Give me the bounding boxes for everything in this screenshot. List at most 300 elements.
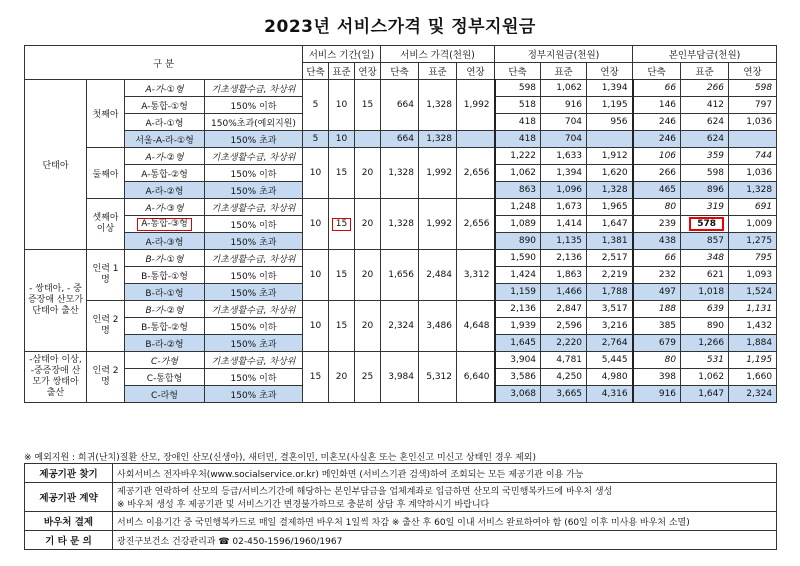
self-pay-cell [681,335,729,352]
type-code [125,233,205,250]
self-pay-cell [633,267,681,284]
info-line: ※ 바우처 생성 후 제공기관 및 서비스기간 변경불가하므로 충분히 상담 후 계약하시기 바랍니다 [117,500,490,510]
price-cell: 5,312 [419,352,457,403]
period-cell [303,148,329,199]
self-pay-value: 1,660 [746,372,773,382]
group-infant1: 인력 1명 [87,250,125,301]
self-pay-value: 359 [706,151,725,161]
column-header: 서비스 가격(천원) [381,46,495,63]
self-pay-value: 857 [706,236,725,246]
info-label: 바우처 결제 [25,512,113,531]
period-value: 20 [361,270,374,280]
self-pay-cell [729,386,777,403]
table-row [25,80,777,97]
column-header: 표준 [681,63,729,80]
self-pay-cell [681,216,729,233]
price-cell: 664 [381,131,419,148]
info-label: 기 타 문 의 [25,531,113,550]
self-pay-cell [633,97,681,114]
self-pay-cell [681,80,729,97]
info-row [25,512,777,531]
self-pay-cell [681,352,729,369]
period-value: 15 [335,270,348,280]
gov-subsidy-cell: 704 [541,131,587,148]
info-line: 서비스 이용기간 중 국민행복카드로 매일 결제하면 바우처 1일씩 차감 ※ 출산 후 60일 이내 서비스 완료하여야 함 (60일 이후 미사용 바우처 소멸) [117,517,690,528]
group-triplets: -삼태아 이상, -중증장애 산모가 쌍태아 출산 [25,352,87,403]
self-pay-value: 797 [754,100,773,110]
self-pay-cell [729,369,777,386]
type-code-text: C-라형 [151,390,178,401]
period-cell [303,250,329,301]
gov-subsidy-cell: 2,219 [587,267,633,284]
period-cell: 15 [355,80,381,131]
gov-subsidy-cell: 1,159 [495,284,541,301]
self-pay-value: 66 [664,253,677,263]
period-cell [303,301,329,352]
self-pay-value: 497 [658,287,677,297]
income-criteria: 150% 이하 [205,369,303,386]
self-pay-value: 1,647 [698,389,725,399]
table-row [25,148,777,165]
column-header: 연장 [729,63,777,80]
period-cell [329,301,355,352]
period-cell [329,148,355,199]
self-pay-value: 1,524 [746,287,773,297]
self-pay-value: 319 [706,202,725,212]
gov-subsidy-cell: 4,781 [541,352,587,369]
period-value: 10 [309,270,322,280]
gov-subsidy-cell: 956 [587,114,633,131]
info-line: 광진구보건소 건강관리과 ☎ 02-450-1596/1960/1967 [117,536,343,547]
self-pay-value: 106 [658,151,677,161]
type-code [125,97,205,114]
gov-subsidy-cell: 2,517 [587,250,633,267]
income-criteria: 150% 이하 [205,97,303,114]
gov-subsidy-cell: 1,863 [541,267,587,284]
info-line: 제공기관 연락하여 산모의 등급/서비스기간에 해당하는 본인부담금을 업체계좌로 입금하면 산모의 국민행복카드에 바우처 생성 [117,487,613,497]
self-pay-value: 80 [664,355,677,365]
self-pay-value: 465 [658,185,677,195]
self-pay-cell [729,284,777,301]
period-cell [355,250,381,301]
gov-subsidy-cell: 3,904 [495,352,541,369]
gov-subsidy-cell: 4,250 [541,369,587,386]
self-pay-cell [729,131,777,148]
period-cell: 10 [329,131,355,148]
column-header: 표준 [419,63,457,80]
gov-subsidy-cell: 1,195 [587,97,633,114]
gov-subsidy-cell: 598 [495,80,541,97]
table-row [25,250,777,267]
gov-subsidy-cell: 5,445 [587,352,633,369]
self-pay-cell [681,97,729,114]
self-pay-cell [729,182,777,199]
self-pay-value: 412 [706,100,725,110]
price-cell: 4,648 [457,301,495,352]
income-criteria: 기초생활수급, 차상위 [205,148,303,165]
self-pay-value: 1,009 [746,219,773,229]
self-pay-cell [729,267,777,284]
self-pay-value: 624 [706,134,725,144]
self-pay-value: 1,884 [746,338,773,348]
gov-subsidy-cell: 1,673 [541,199,587,216]
gov-subsidy-cell: 916 [541,97,587,114]
type-code [125,165,205,182]
type-code [125,386,205,403]
self-pay-cell [633,301,681,318]
type-code-text: A-라-①형 [145,118,184,129]
gov-subsidy-cell: 1,647 [587,216,633,233]
price-cell: 6,640 [457,352,495,403]
period-cell [355,148,381,199]
gov-subsidy-cell: 3,517 [587,301,633,318]
period-value: 15 [335,321,348,331]
period-cell: 10 [329,80,355,131]
self-pay-cell [633,352,681,369]
period-cell [329,199,355,250]
income-criteria: 기초생활수급, 차상위 [205,199,303,216]
info-label: 제공기관 찾기 [25,464,113,483]
self-pay-cell [729,216,777,233]
self-pay-cell [729,233,777,250]
self-pay-cell [681,182,729,199]
gov-subsidy-cell: 1,965 [587,199,633,216]
type-code [125,199,205,216]
self-pay-cell [633,386,681,403]
self-pay-cell [633,369,681,386]
self-pay-value: 398 [658,372,677,382]
price-cell: 1,328 [419,80,457,131]
type-code [125,284,205,301]
type-code [125,80,205,97]
gov-subsidy-cell: 1,939 [495,318,541,335]
self-pay-value: 795 [754,253,773,263]
self-pay-cell [633,250,681,267]
income-criteria: 기초생활수급, 차상위 [205,250,303,267]
self-pay-value: 621 [706,270,725,280]
self-pay-value: 1,266 [698,338,725,348]
column-header: 표준 [329,63,355,80]
type-code-text: A-통합-①형 [141,101,188,112]
gov-subsidy-cell: 2,596 [541,318,587,335]
column-header: 본인부담금(천원) [633,46,777,63]
self-pay-cell [633,131,681,148]
type-code [125,267,205,284]
type-code-text: A-가-③형 [145,203,184,214]
price-cell: 1,656 [381,250,419,301]
price-cell: 1,992 [419,199,457,250]
price-cell: 1,328 [381,199,419,250]
price-cell: 3,984 [381,352,419,403]
self-pay-value: 232 [658,270,677,280]
column-header: 구 분 [25,46,303,80]
type-code [125,318,205,335]
gov-subsidy-cell: 518 [495,97,541,114]
period-value: 15 [335,168,348,178]
self-pay-cell [681,165,729,182]
price-cell: 2,484 [419,250,457,301]
period-value: 20 [361,168,374,178]
gov-subsidy-cell: 418 [495,131,541,148]
self-pay-cell [633,233,681,250]
period-value: 10 [309,219,322,229]
self-pay-value: 598 [706,168,725,178]
type-code-text: B-라-①형 [145,288,184,299]
info-row [25,483,777,512]
column-header: 정부지원금(천원) [495,46,633,63]
self-pay-cell [633,182,681,199]
self-pay-value: 639 [706,304,725,314]
type-code [125,148,205,165]
income-criteria: 150% 초과 [205,284,303,301]
gov-subsidy-cell [587,131,633,148]
gov-subsidy-cell: 1,394 [587,80,633,97]
gov-subsidy-cell: 3,586 [495,369,541,386]
price-cell: 1,992 [419,148,457,199]
table-row [25,301,777,318]
period-cell [329,352,355,403]
price-table [24,45,777,403]
type-code-text: A-라-②형 [145,186,184,197]
income-criteria: 기초생활수급, 차상위 [205,80,303,97]
self-pay-value: 348 [706,253,725,263]
self-pay-cell [729,352,777,369]
income-criteria: 150% 이하 [205,216,303,233]
gov-subsidy-cell: 1,424 [495,267,541,284]
group-single: 단태아 [25,80,87,250]
self-pay-cell [633,284,681,301]
self-pay-cell [633,148,681,165]
period-cell [355,199,381,250]
gov-subsidy-cell: 1,222 [495,148,541,165]
self-pay-value: 1,018 [698,287,725,297]
gov-subsidy-cell: 1,645 [495,335,541,352]
gov-subsidy-cell: 1,466 [541,284,587,301]
gov-subsidy-cell: 2,136 [495,301,541,318]
column-header: 표준 [541,63,587,80]
self-pay-value: 531 [706,355,725,365]
column-header: 연장 [457,63,495,80]
self-pay-value: 266 [706,83,725,93]
income-criteria: 기초생활수급, 차상위 [205,352,303,369]
self-pay-value: 1,036 [746,168,773,178]
self-pay-cell [633,199,681,216]
table-row [25,199,777,216]
self-pay-value: 1,432 [746,321,773,331]
info-value [113,531,777,550]
column-header: 연장 [587,63,633,80]
self-pay-value: 578 [689,217,724,231]
period-value: 20 [335,372,348,382]
gov-subsidy-cell: 1,089 [495,216,541,233]
income-criteria: 150% 초과 [205,386,303,403]
period-cell [355,131,381,148]
self-pay-cell [729,165,777,182]
self-pay-value: 246 [658,117,677,127]
column-header: 단축 [633,63,681,80]
self-pay-value: 80 [664,202,677,212]
self-pay-value: 1,036 [746,117,773,127]
type-code [125,182,205,199]
self-pay-value: 385 [658,321,677,331]
info-value [113,464,777,483]
self-pay-cell [681,267,729,284]
self-pay-cell [729,80,777,97]
period-value: 20 [361,219,374,229]
price-cell: 2,656 [457,199,495,250]
period-cell [303,352,329,403]
self-pay-cell [633,80,681,97]
type-code-text: 서울-A-라-①형 [135,135,194,146]
self-pay-cell [681,233,729,250]
self-pay-cell [681,199,729,216]
self-pay-cell [681,386,729,403]
self-pay-cell [681,131,729,148]
price-cell: 2,656 [457,148,495,199]
gov-subsidy-cell: 2,847 [541,301,587,318]
gov-subsidy-cell: 3,216 [587,318,633,335]
self-pay-value: 598 [754,83,773,93]
self-pay-value: 1,275 [746,236,773,246]
gov-subsidy-cell: 1,633 [541,148,587,165]
gov-subsidy-cell: 1,394 [541,165,587,182]
period-cell [329,250,355,301]
income-criteria: 150% 초과 [205,233,303,250]
info-line: 사회서비스 전자바우처(www.socialservice.or.kr) 메인화면 (서비스기관 검색)하여 조회되는 모든 제공기관 이용 가능 [117,469,584,480]
self-pay-value: 66 [664,83,677,93]
gov-subsidy-cell: 1,590 [495,250,541,267]
type-code [125,114,205,131]
self-pay-cell [633,318,681,335]
period-cell [355,301,381,352]
group-twins: - 쌍태아, - 중증장애 산모가 단태아 출산 [25,250,87,352]
gov-subsidy-cell: 4,980 [587,369,633,386]
period-cell: 5 [303,131,329,148]
gov-subsidy-cell: 3,665 [541,386,587,403]
self-pay-value: 1,131 [746,304,773,314]
gov-subsidy-cell: 1,414 [541,216,587,233]
self-pay-cell [681,369,729,386]
info-label: 제공기관 계약 [25,483,113,512]
self-pay-value: 266 [658,168,677,178]
self-pay-value: 239 [658,219,677,229]
type-code [125,131,205,148]
self-pay-cell [681,284,729,301]
price-cell: 3,486 [419,301,457,352]
self-pay-value: 679 [658,338,677,348]
type-code [125,250,205,267]
price-cell: 1,328 [419,131,457,148]
self-pay-value: 146 [658,100,677,110]
gov-subsidy-cell: 1,328 [587,182,633,199]
type-code-text: B-통합-②형 [141,322,188,333]
self-pay-value: 916 [658,389,677,399]
self-pay-cell [729,335,777,352]
page-title: 2023년 서비스가격 및 정부지원금 [264,17,536,37]
period-cell [303,199,329,250]
self-pay-value: 744 [754,151,773,161]
gov-subsidy-cell: 2,220 [541,335,587,352]
self-pay-cell [729,148,777,165]
table-row [25,131,777,148]
type-code-text: B-라-②형 [145,339,184,350]
info-value [113,483,777,512]
self-pay-cell [633,335,681,352]
type-code [125,335,205,352]
income-criteria: 150% 이하 [205,267,303,284]
type-code-text: A-통합-②형 [141,169,188,180]
column-header: 단축 [381,63,419,80]
info-row [25,464,777,483]
self-pay-cell [729,97,777,114]
gov-subsidy-cell: 418 [495,114,541,131]
self-pay-cell [729,250,777,267]
self-pay-cell [729,199,777,216]
info-table [24,463,777,550]
price-cell: 664 [381,80,419,131]
gov-subsidy-cell: 3,068 [495,386,541,403]
income-criteria: 150% 이하 [205,165,303,182]
self-pay-value: 896 [706,185,725,195]
type-code-text: A-라-③형 [145,237,184,248]
self-pay-value: 624 [706,117,725,127]
self-pay-cell [633,114,681,131]
self-pay-cell [633,216,681,233]
gov-subsidy-cell: 1,062 [495,165,541,182]
column-header: 단축 [303,63,329,80]
gov-subsidy-cell: 890 [495,233,541,250]
self-pay-value: 246 [658,134,677,144]
info-row [25,531,777,550]
self-pay-value: 438 [658,236,677,246]
gov-subsidy-cell: 704 [541,114,587,131]
income-criteria: 기초생활수급, 차상위 [205,301,303,318]
exception-note: ※ 예외지원 : 희귀(난치)질환 산모, 장애인 산모(신생아), 새터민, 결혼이민, 미혼모(사실혼 또는 혼인신고 미신고 상태인 경우 제외) [24,453,537,463]
self-pay-cell [681,114,729,131]
type-code-text: C-통합형 [146,373,183,384]
price-cell: 1,992 [457,80,495,131]
group-first: 첫째아 [87,80,125,148]
period-value: 20 [361,321,374,331]
column-header: 단축 [495,63,541,80]
self-pay-value: 1,062 [698,372,725,382]
gov-subsidy-cell: 2,764 [587,335,633,352]
type-code-text: A-가-②형 [145,152,184,163]
type-code [125,216,205,233]
type-code-text: A-통합-③형 [137,218,192,231]
gov-subsidy-cell: 1,788 [587,284,633,301]
gov-subsidy-cell: 2,136 [541,250,587,267]
gov-subsidy-cell: 863 [495,182,541,199]
group-third: 셋째아 이상 [87,199,125,250]
self-pay-cell [681,148,729,165]
self-pay-cell [729,301,777,318]
self-pay-cell [681,318,729,335]
type-code-text: B-가-②형 [145,305,184,316]
self-pay-cell [681,301,729,318]
type-code [125,369,205,386]
self-pay-value: 188 [658,304,677,314]
self-pay-cell [633,165,681,182]
period-value: 15 [309,372,322,382]
price-cell [457,131,495,148]
group-infant2a: 인력 2명 [87,301,125,352]
price-cell: 3,312 [457,250,495,301]
gov-subsidy-cell: 1,096 [541,182,587,199]
income-criteria: 150% 초과 [205,182,303,199]
income-criteria: 150% 이하 [205,318,303,335]
self-pay-value: 691 [754,202,773,212]
